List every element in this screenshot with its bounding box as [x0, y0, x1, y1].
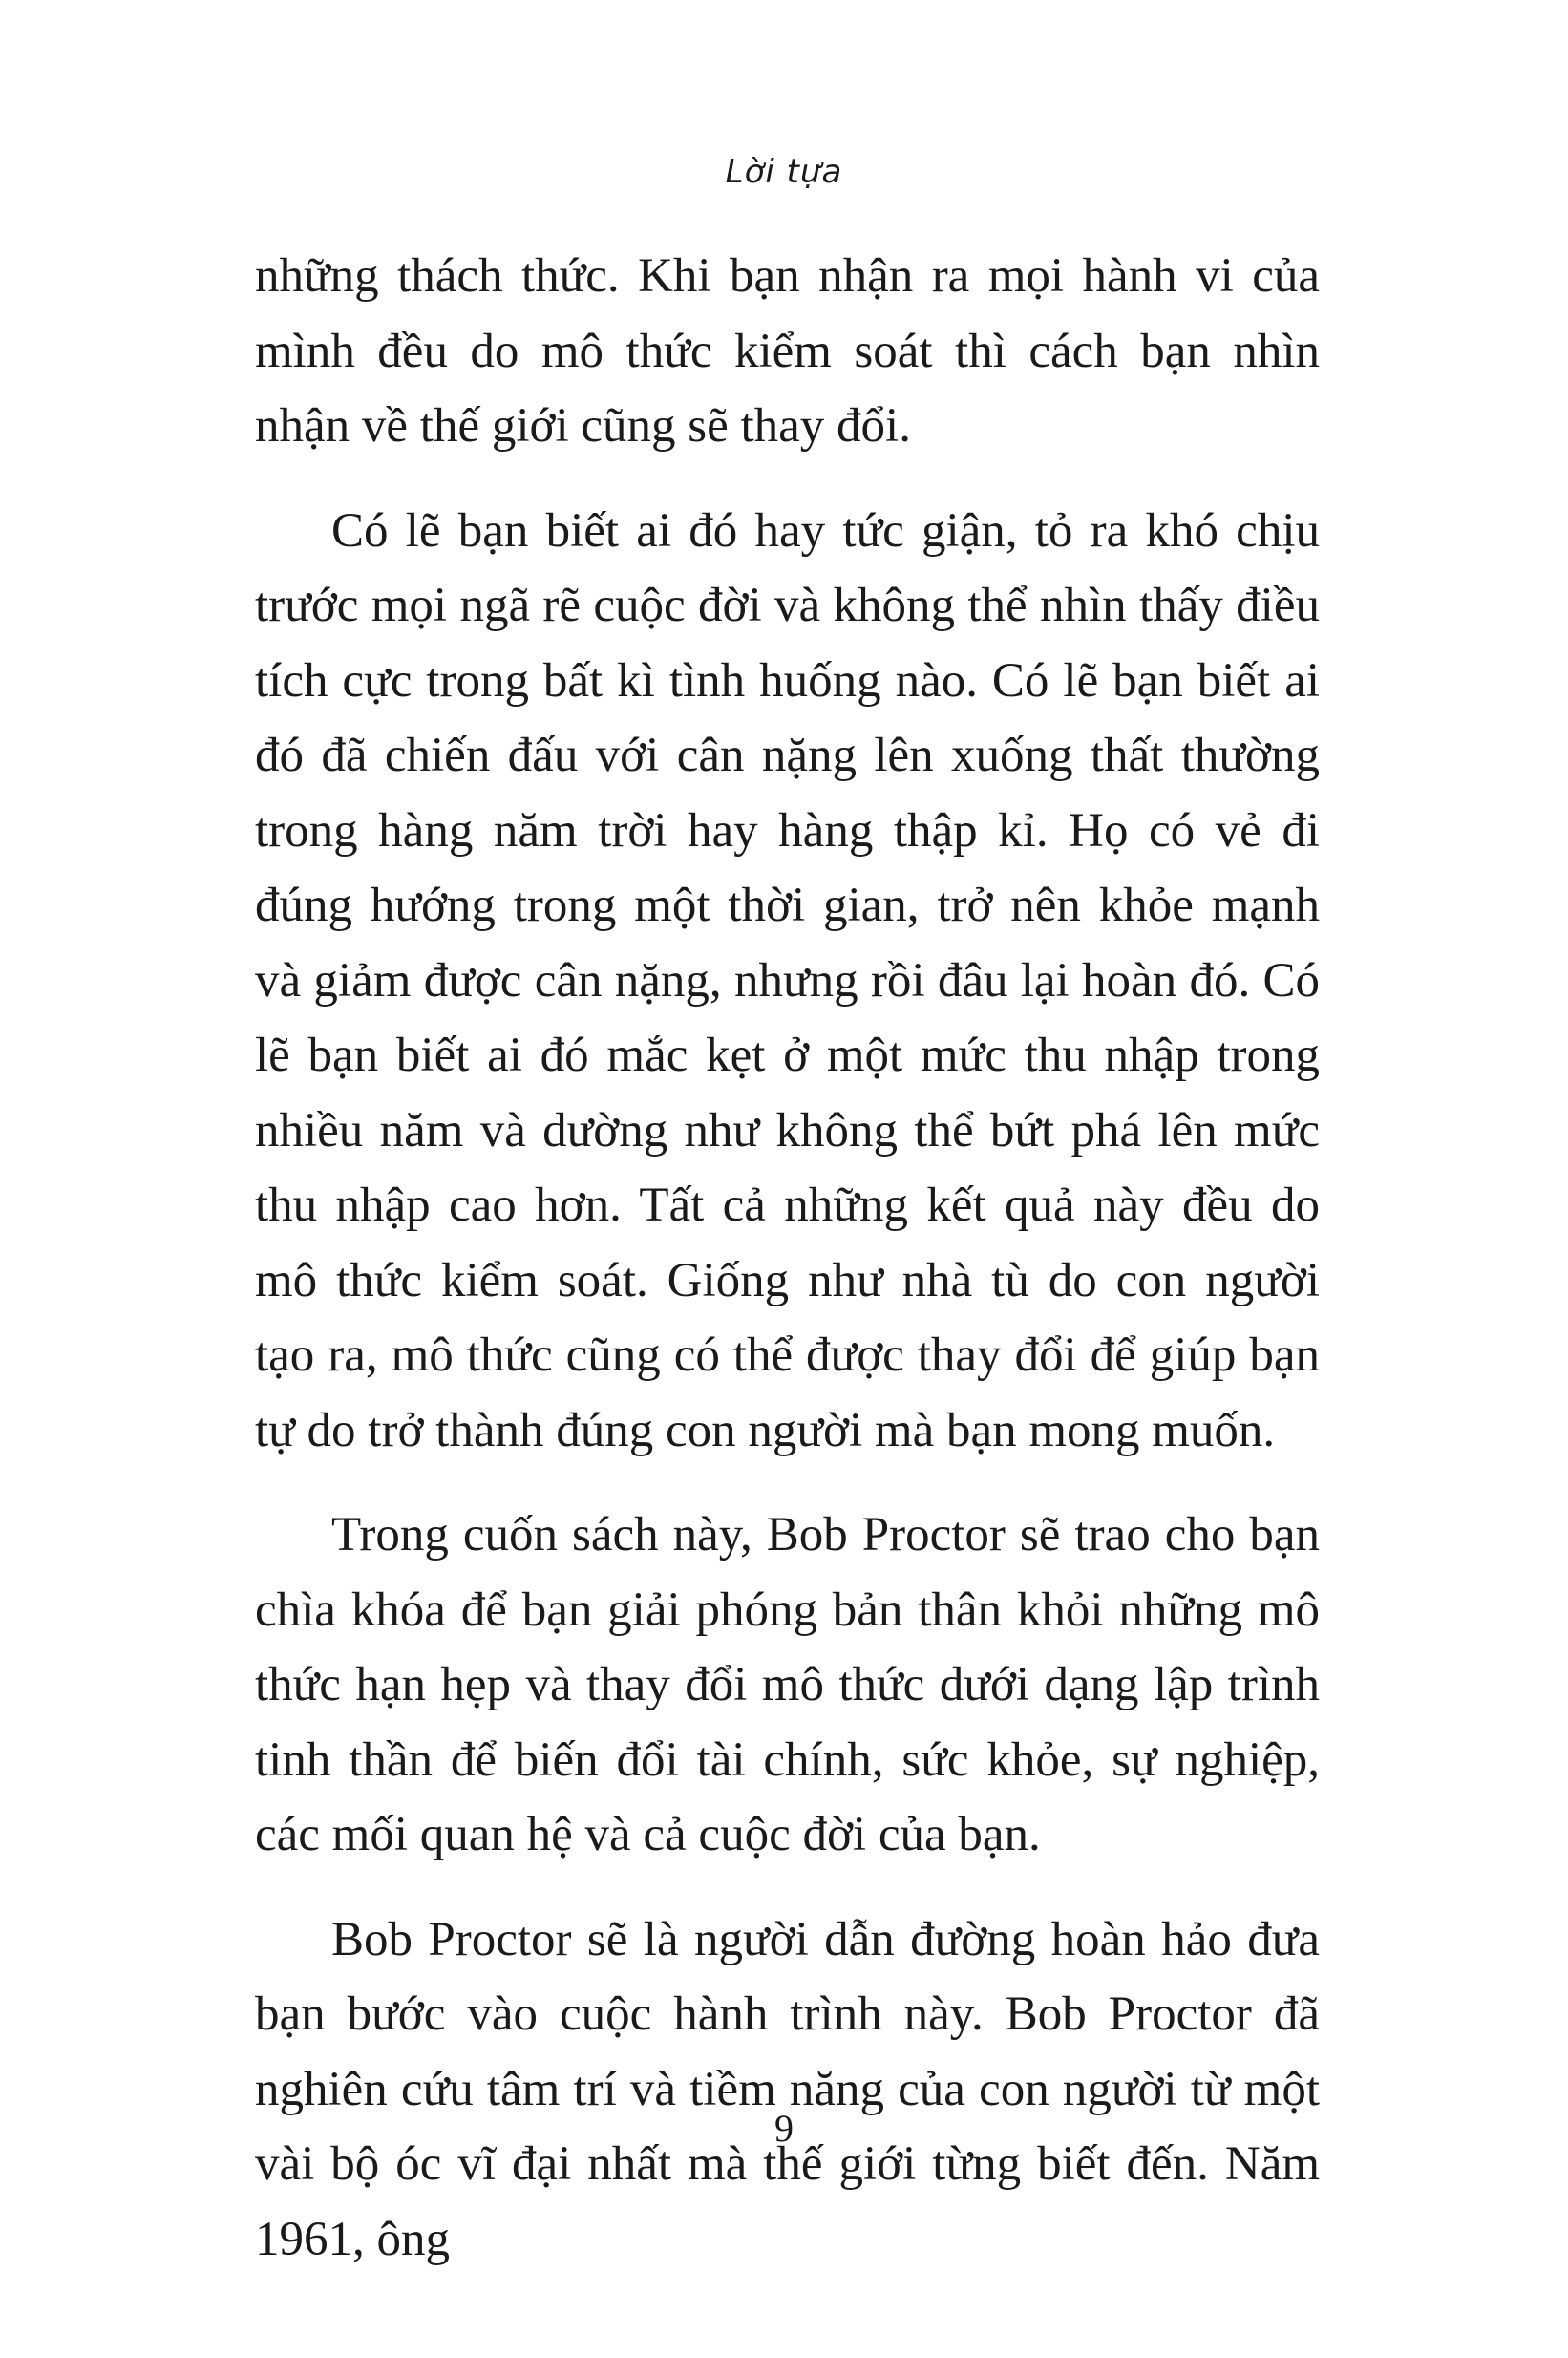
- paragraph-1: những thách thức. Khi bạn nhận ra mọi hành vi của mình đều do mô thức kiểm soát thì cách bạn nhìn nhận về thế giới cũng sẽ thay đổi.: [255, 249, 1320, 453]
- paragraph-3: Trong cuốn sách này, Bob Proctor sẽ trao cho bạn chìa khóa để bạn giải phóng bản thân khỏi những mô thức hạn hẹp và thay đổi mô thức dưới dạng lập trình tinh thần để biến đổi tài chính, sức khỏe, sự nghiệp, các mối quan hệ và cả cuộc đời của bạn.: [255, 1508, 1320, 1861]
- paragraph-2: Có lẽ bạn biết ai đó hay tức giận, tỏ ra khó chịu trước mọi ngã rẽ cuộc đời và không thể nhìn thấy điều tích cực trong bất kì tình huống nào. Có lẽ bạn biết ai đó đã chiến đấu với cân nặng lên xuống thất thường trong hàng năm trời hay hàng thập kỉ. Họ có vẻ đi đúng hướng trong một thời gian, trở nên khỏe mạnh và giảm được cân nặng, nhưng rồi đâu lại hoàn đó. Có lẽ bạn biết ai đó mắc kẹt ở một mức thu nhập trong nhiều năm và dường như không thể bứt phá lên mức thu nhập cao hơn. Tất cả những kết quả này đều do mô thức kiểm soát. Giống như nhà tù do con người tạo ra, mô thức cũng có thể được thay đổi để giúp bạn tự do trở thành đúng con người mà bạn mong muốn.: [255, 503, 1320, 1457]
- body-text: [255, 239, 1320, 2306]
- page-number: 9: [774, 2107, 794, 2150]
- paragraph-4: Bob Proctor sẽ là người dẫn đường hoàn hảo đưa bạn bước vào cuộc hành trình này. Bob Proctor đã nghiên cứu tâm trí và tiềm năng của con người từ một vài bộ óc vĩ đại nhất mà thế giới từng biết đến. Năm 1961, ông: [255, 1912, 1320, 2266]
- running-header-title: Lời tựa: [725, 153, 843, 191]
